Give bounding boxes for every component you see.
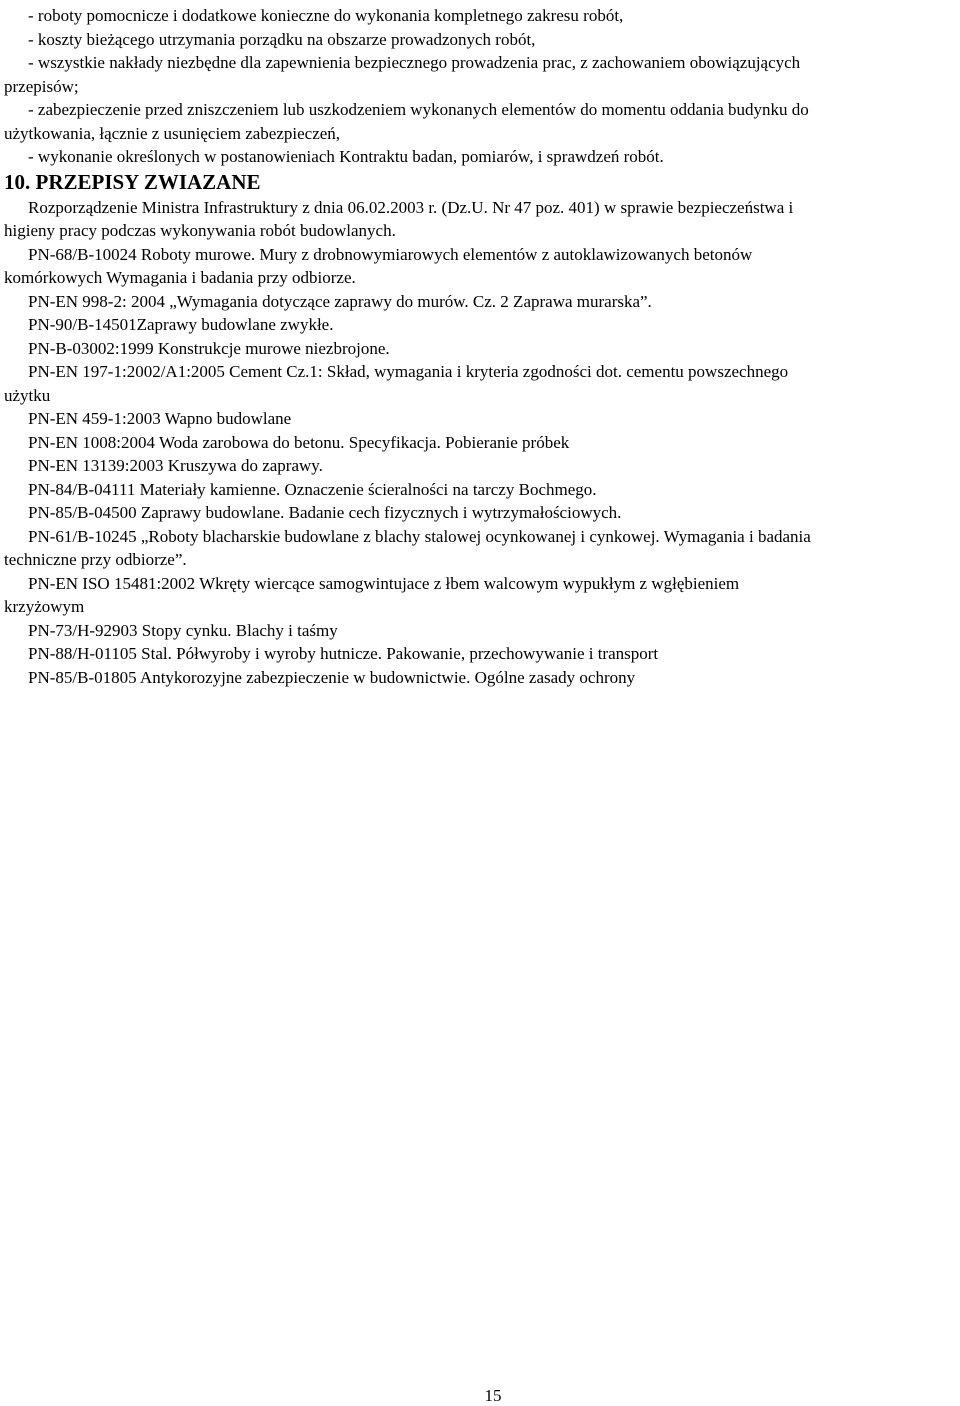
regulation-line: PN-EN 459-1:2003 Wapno budowlane <box>28 409 292 428</box>
regulation-continuation: użytku <box>4 385 51 405</box>
page-number: 15 <box>484 1386 502 1405</box>
regulation-line: PN-68/B-10024 Roboty murowe. Mury z drobnowymiarowych elementów z autoklawizowanych betonów <box>28 244 753 264</box>
section-title: PRZEPISY ZWIAZANE <box>35 169 261 194</box>
regulation-line: Rozporządzenie Ministra Infrastruktury z dnia 06.02.2003 r. (Dz.U. Nr 47 poz. 401) w sprawie bezpieczeństwa i <box>28 197 794 217</box>
regulation-line: PN-B-03002:1999 Konstrukcje murowe niezbrojone. <box>28 338 390 358</box>
list-item-continuation: przepisów; <box>4 76 79 96</box>
regulation-continuation: higieny pracy podczas wykonywania robót budowlanych. <box>4 221 396 240</box>
regulation-line: PN-EN ISO 15481:2002 Wkręty wiercące samogwintujace z łbem walcowym wypukłym z wgłębieniem <box>28 573 740 593</box>
regulation-line: PN-90/B-14501Zaprawy budowlane zwykłe. <box>28 315 334 334</box>
section-heading <box>4 169 956 196</box>
regulation-line: PN-EN 197-1:2002/A1:2005 Cement Cz.1: Skład, wymagania i kryteria zgodności dot. cementu powszechnego <box>28 362 789 381</box>
list-item: - koszty bieżącego utrzymania porządku na obszarze prowadzonych robót, <box>28 29 536 49</box>
list-item: - roboty pomocnicze i dodatkowe konieczne do wykonania kompletnego zakresu robót, <box>28 6 624 25</box>
regulation-line: PN-EN 998-2: 2004 „Wymagania dotyczące zaprawy do murów. Cz. 2 Zaprawa murarska”. <box>28 291 652 311</box>
regulation-line: PN-85/B-01805 Antykorozyjne zabezpieczenie w budownictwie. Ogólne zasady ochrony <box>28 667 636 687</box>
regulation-continuation: krzyżowym <box>4 597 85 616</box>
list-item: - zabezpieczenie przed zniszczeniem lub uszkodzeniem wykonanych elementów do momentu oddania budynku do <box>28 100 809 119</box>
list-item-continuation: użytkowania, łącznie z usunięciem zabezpieczeń, <box>4 123 341 143</box>
regulation-continuation: komórkowych Wymagania i badania przy odbiorze. <box>4 268 356 287</box>
regulation-line: PN-88/H-01105 Stal. Półwyroby i wyroby hutnicze. Pakowanie, przechowywanie i transport <box>28 644 659 663</box>
section-number: 10. <box>4 169 31 194</box>
regulation-line: PN-85/B-04500 Zaprawy budowlane. Badanie cech fizycznych i wytrzymałościowych. <box>28 503 622 522</box>
regulation-line: PN-EN 13139:2003 Kruszywa do zaprawy. <box>28 456 323 475</box>
regulation-line: PN-84/B-04111 Materiały kamienne. Oznaczenie ścieralności na tarczy Bochmego. <box>28 479 597 499</box>
list-item: - wykonanie określonych w postanowieniach Kontraktu badan, pomiarów, i sprawdzeń robót. <box>28 147 664 166</box>
document-page <box>4 4 956 689</box>
regulation-continuation: techniczne przy odbiorze”. <box>4 550 187 569</box>
regulation-line: PN-61/B-10245 „Roboty blacharskie budowlane z blachy stalowej ocynkowanej i cynkowej. Wymagania i badania <box>28 526 811 546</box>
list-item: - wszystkie nakłady niezbędne dla zapewnienia bezpiecznego prowadzenia prac, z zachowaniem obowiązujących <box>28 53 801 72</box>
regulation-line: PN-73/H-92903 Stopy cynku. Blachy i taśmy <box>28 620 338 640</box>
regulation-line: PN-EN 1008:2004 Woda zarobowa do betonu. Specyfikacja. Pobieranie próbek <box>28 432 570 452</box>
